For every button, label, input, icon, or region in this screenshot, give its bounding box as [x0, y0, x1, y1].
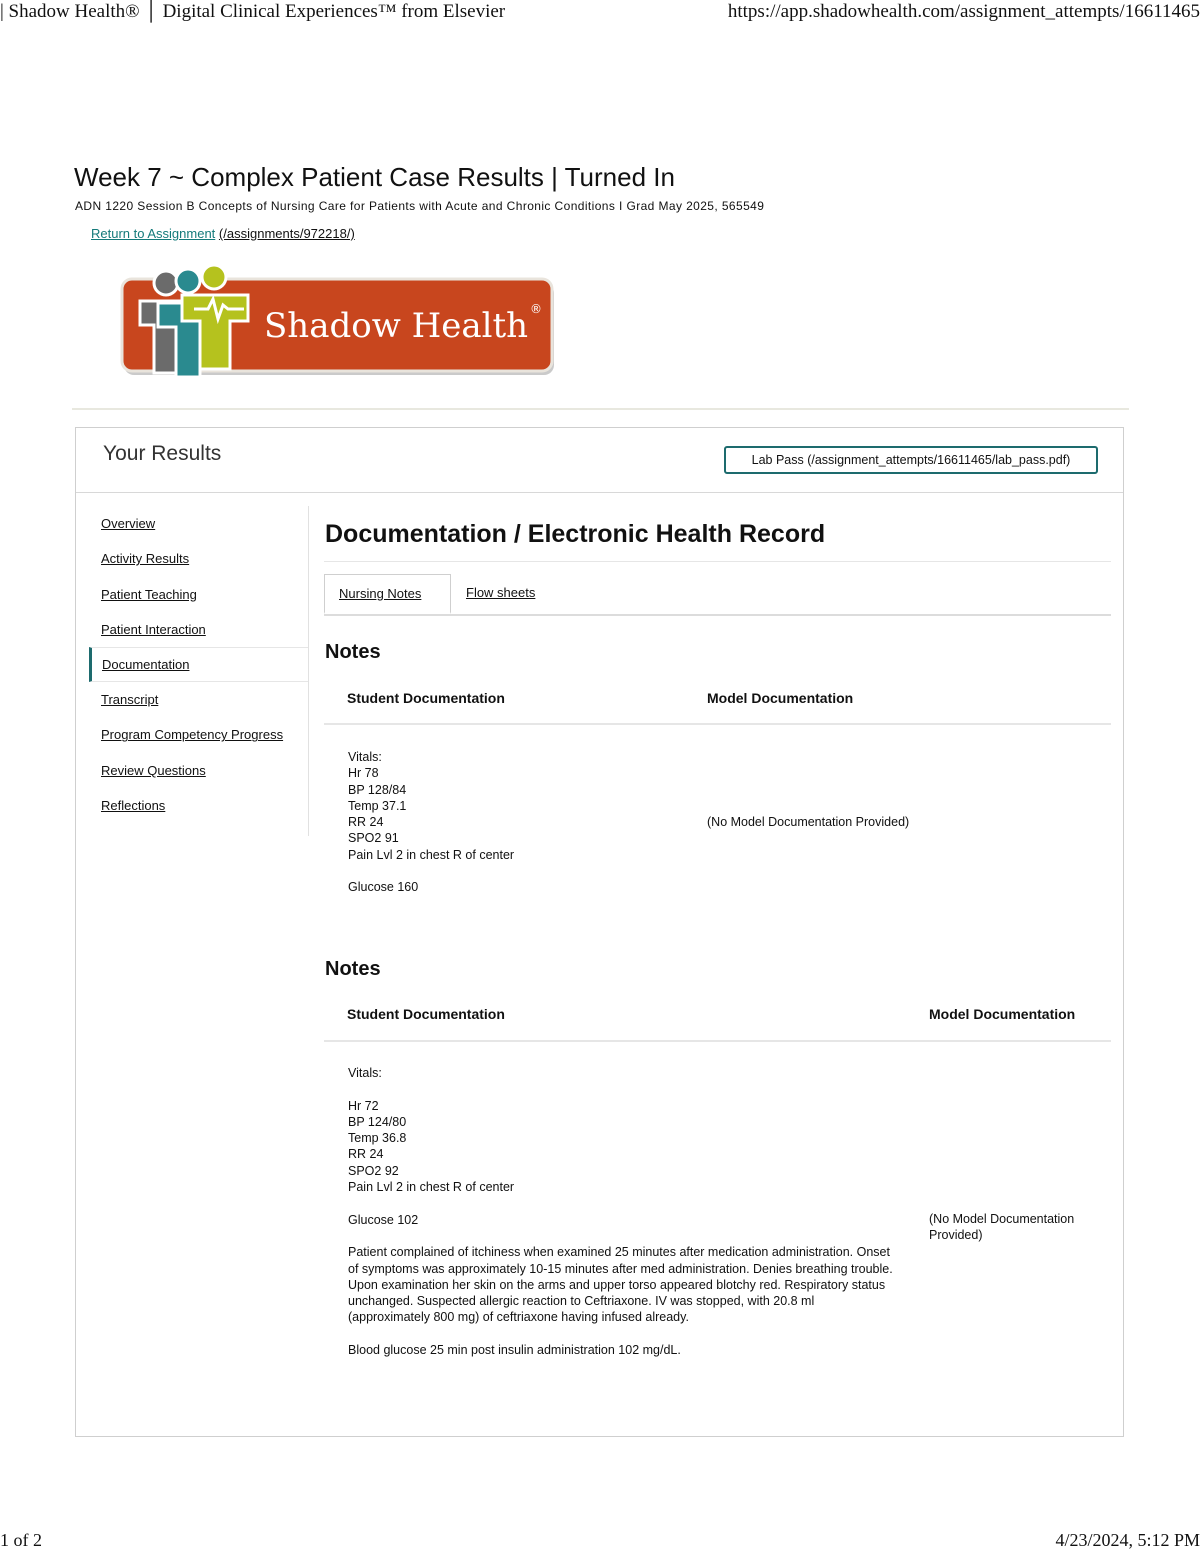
- section-heading: Documentation / Electronic Health Record: [325, 520, 826, 548]
- sidebar-item-overview[interactable]: [76, 506, 308, 541]
- notes-title: Notes: [325, 958, 381, 980]
- heading-divider: [324, 561, 1111, 562]
- header-divider: [72, 408, 1129, 410]
- return-line: [91, 226, 355, 241]
- logo-wordmark: Shadow Health: [264, 306, 529, 346]
- notes-title: Notes: [325, 641, 381, 663]
- sidebar-item-label[interactable]: Patient Interaction: [101, 621, 206, 637]
- student-documentation-text: Vitals: Hr 78 BP 128/84 Temp 37.1 RR 24 SPO2 91 Pain Lvl 2 in chest R of center Glucose 160: [348, 750, 515, 895]
- print-footer: [0, 1527, 1200, 1553]
- sidebar-item-reflections[interactable]: [76, 788, 308, 823]
- print-header: [0, 0, 1200, 28]
- sidebar-item-documentation[interactable]: [89, 647, 308, 682]
- results-header: [76, 428, 1123, 493]
- tab-flow-sheets[interactable]: [452, 574, 549, 612]
- sidebar-item-label[interactable]: Review Questions: [101, 762, 206, 778]
- documentation-tabs: [324, 574, 1111, 616]
- course-subtitle: ADN 1220 Session B Concepts of Nursing Care for Patients with Acute and Chronic Conditions I Grad May 2025, 565549: [75, 199, 765, 213]
- sidebar-item-patient-interaction[interactable]: [76, 612, 308, 647]
- sidebar-item-label[interactable]: Reflections: [101, 798, 166, 814]
- sidebar-item-transcript[interactable]: [76, 682, 308, 717]
- print-timestamp: 4/23/2024, 5:12 PM: [1055, 1530, 1200, 1550]
- sidebar-item-label[interactable]: Documentation: [102, 657, 190, 673]
- student-documentation-header: Student Documentation: [347, 690, 505, 706]
- notes-header-divider: [324, 723, 1111, 725]
- notes-header-divider: [324, 1040, 1111, 1042]
- sidebar-item-label[interactable]: Activity Results: [101, 551, 190, 567]
- sidebar-item-label[interactable]: Program Competency Progress: [101, 727, 284, 743]
- sidebar-item-activity-results[interactable]: [76, 541, 308, 576]
- shadow-health-logo: [118, 265, 558, 383]
- student-documentation-header: Student Documentation: [347, 1006, 505, 1022]
- return-url: (/assignments/972218/): [218, 226, 355, 241]
- tab-nursing-notes[interactable]: [324, 574, 451, 614]
- sidebar-item-label[interactable]: Overview: [101, 516, 156, 531]
- sidebar-item-label[interactable]: Patient Teaching: [101, 586, 197, 602]
- tab-label[interactable]: Nursing Notes: [339, 586, 422, 601]
- model-documentation-text: (No Model Documentation Provided): [707, 815, 910, 829]
- tab-label[interactable]: Flow sheets: [466, 585, 536, 600]
- results-title: Your Results: [103, 442, 222, 465]
- logo-registered-mark: ®: [530, 302, 542, 316]
- results-panel: [75, 427, 1124, 1437]
- sidebar-item-patient-teaching[interactable]: [76, 577, 308, 612]
- model-documentation-text: (No Model Documentation Provided): [929, 1212, 1075, 1242]
- sidebar-item-program-competency-progress[interactable]: [76, 717, 308, 752]
- results-sidebar-nav: [76, 506, 309, 836]
- page-count: 1 of 2: [0, 1530, 42, 1550]
- lab-pass-button[interactable]: Lab Pass (/assignment_attempts/16611465/lab_pass.pdf): [724, 446, 1098, 474]
- print-header-title: | Shadow Health® │ Digital Clinical Experiences™ from Elsevier: [0, 1, 506, 22]
- print-header-url: https://app.shadowhealth.com/assignment_attempts/16611465: [727, 1, 1200, 22]
- student-documentation-text: Vitals: Hr 72 BP 124/80 Temp 36.8 RR 24 SPO2 92 Pain Lvl 2 in chest R of center Glucose 102 Patient complained of itchiness when examined 25 minutes after medication administration. Onset of symptoms was approximately 10-15 minutes after med administration. Denies breathing trouble. Upon examination her skin on the arms and upper torso appeared blotchy red. Respiratory status unchanged. Suspected allergic reaction to Ceftriaxone. IV was stopped, with 20.8 ml (approximately 800 mg) of ceftriaxone having infused already. Blood glucose 25 min post insulin administration 102 mg/dL.: [348, 1066, 893, 1358]
- sidebar-item-label[interactable]: Transcript: [101, 692, 159, 708]
- page-title: Week 7 ~ Complex Patient Case Results | Turned In: [74, 162, 675, 192]
- model-documentation-header: Model Documentation: [707, 690, 854, 706]
- model-documentation-header: Model Documentation: [929, 1006, 1076, 1022]
- sidebar-item-review-questions[interactable]: [76, 753, 308, 788]
- return-to-assignment-link[interactable]: Return to Assignment: [91, 226, 216, 241]
